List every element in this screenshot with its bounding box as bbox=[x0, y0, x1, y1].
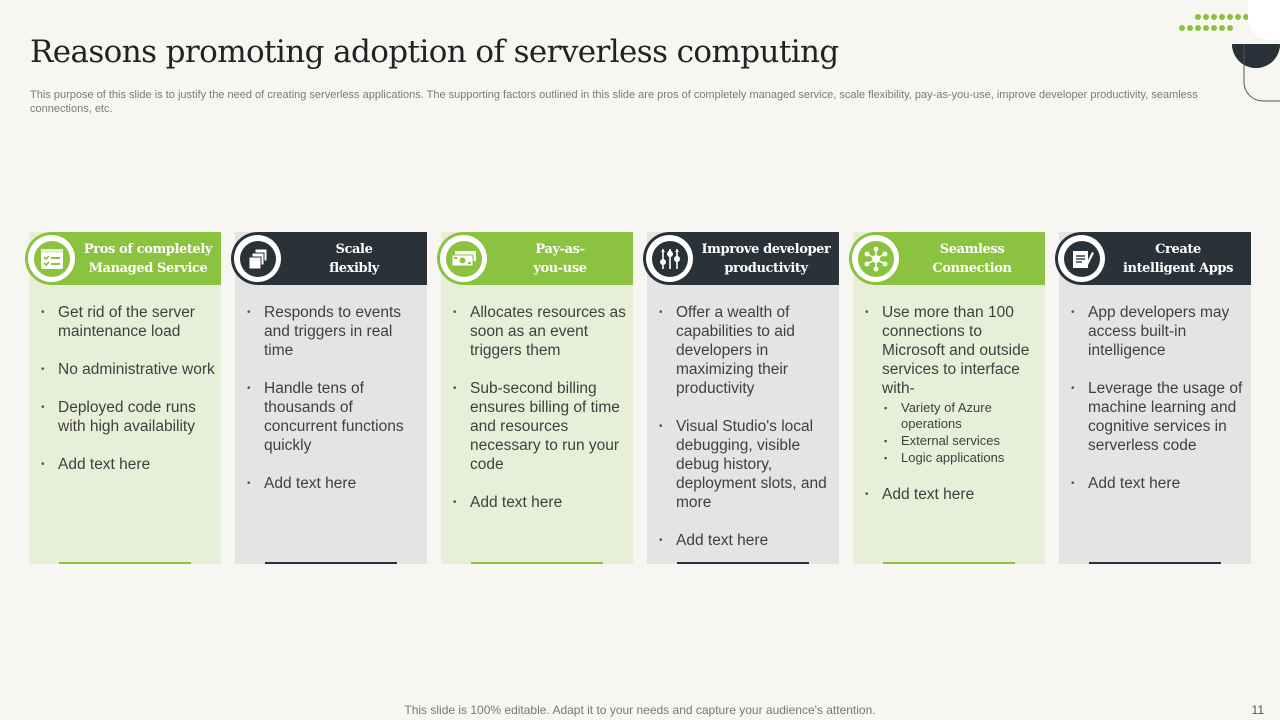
bullet-text: Add text here bbox=[1088, 475, 1181, 492]
card-bullet-list bbox=[453, 303, 629, 531]
stacked-layers-icon bbox=[240, 241, 276, 277]
bullet-item bbox=[659, 417, 835, 512]
bullet-item bbox=[453, 379, 629, 474]
bullet-text: Handle tens of thousands of concurrent functions quickly bbox=[264, 380, 404, 454]
card-icon-badge bbox=[440, 235, 487, 282]
card-header bbox=[1055, 232, 1251, 285]
bullet-text: Offer a wealth of capabilities to aid developers in maximizing their productivity bbox=[676, 304, 795, 397]
card-title: Pros of completely Managed Service bbox=[83, 241, 213, 276]
footer-note: This slide is 100% editable. Adapt it to your needs and capture your audience's attention. bbox=[404, 703, 876, 717]
money-bills-icon bbox=[446, 241, 482, 277]
bullet-text: Visual Studio's local debugging, visible debug history, deployment slots, and more bbox=[676, 418, 827, 511]
checklist-icon bbox=[34, 241, 70, 277]
bullet-item bbox=[453, 303, 629, 360]
network-hub-icon bbox=[858, 241, 894, 277]
sub-bullet-item: ▪ Variety of Azure operations bbox=[884, 400, 1041, 432]
sliders-icon bbox=[652, 241, 688, 277]
card-header bbox=[849, 232, 1045, 285]
card-1 bbox=[29, 232, 221, 564]
slide-subtitle: This purpose of this slide is to justify the need of creating serverless applications. The supporting factors outlined in this slide are pros of completely managed service, scale flexibility, pay-as-you-use, improve developer productivity, seamless connections, etc. bbox=[30, 89, 1198, 115]
bullet-item bbox=[247, 303, 423, 360]
card-icon-badge bbox=[28, 235, 75, 282]
bullet-text: Leverage the usage of machine learning and cognitive services in serverless code bbox=[1088, 380, 1243, 454]
bullet-text: Add text here bbox=[882, 486, 975, 503]
sub-bullet-list bbox=[884, 400, 1041, 466]
card-underline bbox=[59, 562, 191, 564]
bullet-item bbox=[453, 493, 629, 512]
card-title: Pay-as- you-use bbox=[533, 241, 587, 276]
bullet-text: No administrative work bbox=[58, 361, 215, 378]
card-header bbox=[231, 232, 427, 285]
card-bullet-list bbox=[41, 303, 217, 493]
bullet-item bbox=[247, 379, 423, 455]
card-underline bbox=[1089, 562, 1221, 564]
bullet-text: Responds to events and triggers in real time bbox=[264, 304, 402, 359]
bullet-item bbox=[659, 303, 835, 398]
bullet-text: Add text here bbox=[676, 532, 769, 549]
card-icon-badge bbox=[852, 235, 899, 282]
bullet-item bbox=[247, 474, 423, 493]
document-pen-icon bbox=[1064, 241, 1100, 277]
card-title: Seamless Connection bbox=[932, 241, 1012, 276]
card-6 bbox=[1059, 232, 1251, 564]
bullet-item bbox=[41, 360, 217, 379]
card-icon-badge bbox=[1058, 235, 1105, 282]
bullet-text: App developers may access built-in intelligence bbox=[1088, 304, 1230, 359]
sub-bullet-item: ▪ External services bbox=[884, 433, 1041, 449]
bullet-item bbox=[1071, 379, 1247, 455]
card-icon-badge bbox=[234, 235, 281, 282]
card-4 bbox=[647, 232, 839, 564]
card-title: Scale flexibly bbox=[329, 241, 379, 276]
bullet-item bbox=[1071, 474, 1247, 493]
slide-title: Reasons promoting adoption of serverless computing bbox=[30, 34, 839, 70]
card-bullet-list bbox=[865, 303, 1041, 523]
decorative-corner-shape bbox=[1228, 0, 1280, 104]
bullet-text: Add text here bbox=[58, 456, 151, 473]
card-bullet-list bbox=[247, 303, 423, 512]
bullet-item bbox=[41, 303, 217, 341]
card-underline bbox=[471, 562, 603, 564]
card-title: Create intelligent Apps bbox=[1122, 241, 1233, 276]
sub-bullet-item: ▪ Logic applications bbox=[884, 450, 1041, 466]
bullet-text: Allocates resources as soon as an event triggers them bbox=[470, 304, 626, 359]
card-underline bbox=[677, 562, 809, 564]
bullet-text: Add text here bbox=[470, 494, 563, 511]
card-bullet-list bbox=[1071, 303, 1247, 512]
bullet-item bbox=[41, 398, 217, 436]
bullet-text: Sub-second billing ensures billing of time and resources necessary to run your code bbox=[470, 380, 620, 473]
card-5 bbox=[853, 232, 1045, 564]
bullet-item bbox=[865, 485, 1041, 504]
card-underline bbox=[883, 562, 1015, 564]
card-icon-badge bbox=[646, 235, 693, 282]
card-header bbox=[643, 232, 839, 285]
card-underline bbox=[265, 562, 397, 564]
card-3 bbox=[441, 232, 633, 564]
bullet-text: Deployed code runs with high availability bbox=[58, 399, 196, 435]
bullet-item bbox=[41, 455, 217, 474]
card-2 bbox=[235, 232, 427, 564]
bullet-text: Add text here bbox=[264, 475, 357, 492]
card-title: Improve developer productivity bbox=[701, 241, 831, 276]
card-header bbox=[437, 232, 633, 285]
bullet-item bbox=[865, 303, 1041, 466]
card-header bbox=[25, 232, 221, 285]
card-bullet-list bbox=[659, 303, 835, 569]
bullet-item bbox=[659, 531, 835, 550]
bullet-item bbox=[1071, 303, 1247, 360]
page-number: 11 bbox=[1251, 703, 1264, 717]
bullet-text: Use more than 100 connections to Microsoft and outside services to interface with- bbox=[882, 304, 1030, 397]
bullet-text: Get rid of the server maintenance load bbox=[58, 304, 195, 340]
